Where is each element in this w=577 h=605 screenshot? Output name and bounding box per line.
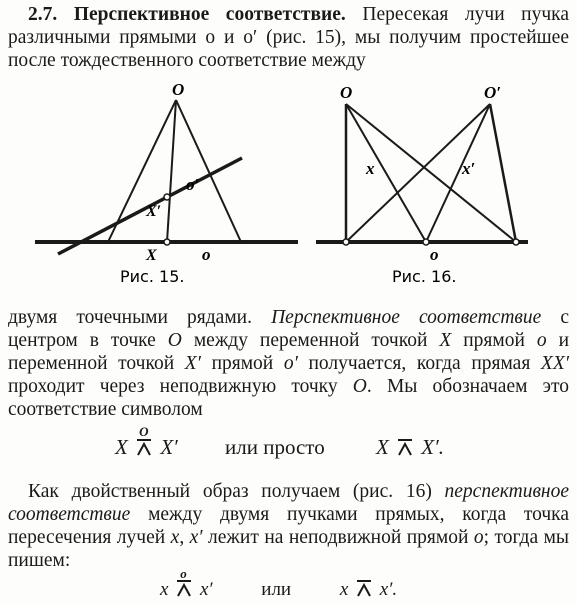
p2-var-o-prime: o′ — [283, 353, 298, 374]
fig16-ray-O-prime-3 — [490, 104, 516, 242]
formula2-right: x′ — [199, 579, 213, 600]
p2-text-d: прямой — [463, 330, 525, 351]
dual-paragraph — [8, 480, 569, 572]
definition-paragraph — [8, 306, 569, 421]
formula2-left: x — [160, 579, 169, 600]
p2-text-b: с центром в точке — [8, 307, 570, 351]
fig16-label-x: x — [366, 159, 375, 178]
fig16-point-3 — [513, 239, 519, 245]
p2-text-e: и переменной точкой — [8, 330, 570, 374]
p2-var-O-2: O — [352, 376, 367, 397]
formula2-center-letter: o — [180, 566, 187, 581]
fig16-point-1 — [343, 239, 349, 245]
figure-16 — [312, 82, 572, 282]
fig16-caption: Рис. 16. — [392, 267, 457, 282]
fig15-label-X: X — [146, 247, 157, 264]
formula1-or-text: или просто — [225, 435, 325, 459]
fig15-label-o-prime: o′ — [186, 175, 200, 194]
p2-text-c: между переменной точкой — [193, 330, 428, 351]
fig15-label-o: o — [202, 245, 211, 264]
formula-perspective-points — [115, 424, 444, 459]
p3-text-b: между двумя пучками прямых, когда точка пересечения лучей — [8, 504, 570, 548]
fig16-label-x-prime: x′ — [462, 159, 476, 178]
formula1-left: X — [115, 435, 128, 459]
p2-text-a: двумя точечными рядами. — [8, 307, 252, 328]
fig16-ray-O-2 — [346, 104, 426, 242]
p3-var-x-prime: x′ — [189, 527, 203, 548]
p3-text-d: ; тогда мы пишем: — [8, 527, 570, 571]
p2-text-h: проходит через неподвижную точку — [8, 376, 338, 397]
fig15-ray-2 — [167, 100, 176, 242]
fig15-label-X-prime: X′ — [146, 203, 162, 220]
p2-var-X-prime: X′ — [184, 353, 201, 374]
p2-text-g: получается, когда прямая — [308, 353, 531, 374]
fig16-ray-O-prime-2 — [426, 104, 490, 242]
intro-paragraph — [8, 3, 569, 72]
perspectivity-symbol-plain — [398, 438, 412, 456]
p2-var-XX-prime: XX′ — [540, 353, 570, 374]
term-perspective-correspondence-2: перспективное соответствие — [8, 481, 569, 525]
p3-comma: , — [179, 527, 185, 548]
section-title: Перспективное соответствие. — [73, 4, 346, 25]
p3-var-x: x — [170, 527, 180, 548]
p2-var-X: X — [439, 330, 452, 351]
p3-text-c: лежит на неподвижной прямой — [208, 527, 469, 548]
fig16-point-2 — [423, 239, 429, 245]
fig15-point-X — [164, 239, 170, 245]
figure-15 — [30, 82, 300, 282]
formula2-or-text: или — [261, 579, 292, 600]
term-perspective-correspondence: Перспективное соответствие — [271, 307, 542, 328]
intro-text: Пересекая лучи пучка различными прямыми o и o′ (рис. 15), мы получим простейшее после тождественного соответствие между — [8, 4, 570, 71]
formula1-right-2: X′. — [421, 435, 444, 459]
fig15-point-X-prime — [164, 194, 170, 200]
formula1-center-letter: O — [139, 424, 149, 439]
fig15-ray-3 — [176, 100, 241, 242]
p2-text-f: прямой — [211, 353, 274, 374]
formula2-right-2: x′. — [379, 579, 398, 600]
perspectivity-symbol-2 — [177, 566, 191, 597]
p3-var-o: o — [473, 527, 484, 548]
formula-perspective-pencils — [160, 566, 398, 602]
p2-var-O: O — [167, 330, 182, 351]
fig15-label-O: O — [172, 82, 185, 99]
fig16-label-O-prime: O′ — [484, 83, 502, 102]
p3-text-a: Как двойственный образ получаем (рис. 16) — [28, 481, 432, 502]
formula2-left-2: x — [339, 579, 349, 600]
p2-text-i: . Мы обозначаем это соответствие символом — [8, 376, 569, 420]
section-number: 2.7. — [28, 4, 58, 25]
fig15-caption: Рис. 15. — [120, 267, 185, 282]
fig16-label-O: O — [340, 83, 353, 102]
perspectivity-symbol-2-plain — [357, 579, 371, 597]
formula1-left-2: X — [375, 435, 389, 459]
p2-var-o: o — [536, 330, 547, 351]
perspectivity-symbol — [137, 424, 151, 456]
fig16-label-o: o — [430, 245, 439, 264]
formula1-right: X′ — [160, 435, 178, 459]
fig15-ray-1 — [108, 100, 176, 242]
